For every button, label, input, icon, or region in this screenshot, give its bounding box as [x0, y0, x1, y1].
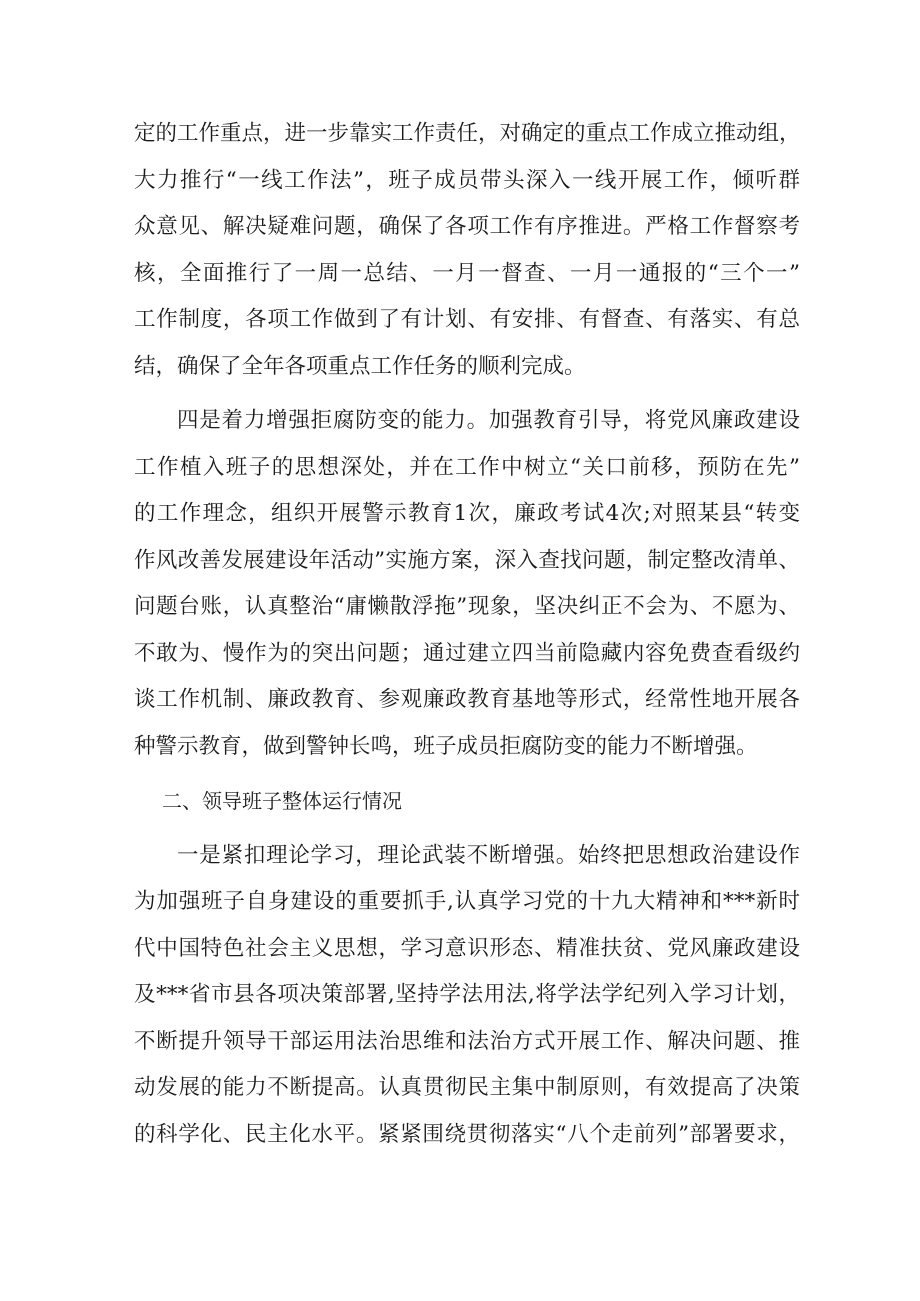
- text-line: 的科学化、民主化水平。紧紧围绕贯彻落实“八个走前列”部署要求，: [134, 1121, 800, 1147]
- text-line: 动发展的能力不断提高。认真贯彻民主集中制原则，有效提高了决策: [134, 1075, 800, 1100]
- body-text: [134, 111, 800, 1158]
- text-line: 作风改善发展建设年活动”实施方案，深入查找问题，制定整改清单、: [134, 547, 800, 573]
- text-line: 不断提升领导干部运用法治思维和法治方式开展工作、解决问题、推: [134, 1028, 800, 1054]
- text-line: 的工作理念，组织开展警示教育1次，廉政考试4次;对照某县“转变: [134, 501, 800, 526]
- text-line: 众意见、解决疑难问题，确保了各项工作有序推进。严格工作督察考: [134, 214, 800, 239]
- text-line: 谈工作机制、廉政教育、参观廉政教育基地等形式，经常性地开展各: [134, 687, 800, 712]
- text-line: 结，确保了全年各项重点工作任务的顺利完成。: [134, 353, 586, 379]
- text-line: 工作植入班子的思想深处，并在工作中树立“关口前移，预防在先”: [134, 454, 800, 480]
- text-line: 问题台账，认真整治“庸懒散浮拖”现象，坚决纠正不会为、不愿为、: [134, 594, 800, 619]
- text-line: 定的工作重点，进一步靠实工作责任，对确定的重点工作成立推动组，: [134, 121, 801, 146]
- text-line: 种警示教育，做到警钟长鸣，班子成员拒腐防变的能力不断增强。: [134, 733, 758, 759]
- text-line: 核，全面推行了一周一总结、一月一督查、一月一通报的“三个一”: [134, 260, 800, 286]
- text-line: 大力推行“一线工作法”，班子成员带头深入一线开展工作，倾听群: [134, 167, 800, 193]
- text-line: 代中国特色社会主义思想，学习意识形态、精准扶贫、党风廉政建设: [134, 935, 800, 961]
- paragraph-first-line: 四是着力增强拒腐防变的能力。加强教育引导，将党风廉政建设: [177, 408, 800, 433]
- text-line: 及***省市县各项决策部署,坚持学法用法,将学法学纪列入学习计划，: [134, 982, 800, 1007]
- text-line: 不敢为、慢作为的突出问题；通过建立四当前隐藏内容免费查看级约: [134, 640, 800, 666]
- text-line: 为加强班子自身建设的重要抓手,认真学习党的十九大精神和***新时: [134, 889, 800, 914]
- section-heading: 二、领导班子整体运行情况: [162, 789, 402, 813]
- paragraph-first-line: 一是紧扣理论学习，理论武装不断增强。始终把思想政治建设作: [177, 842, 800, 868]
- text-line: 工作制度，各项工作做到了有计划、有安排、有督查、有落实、有总: [134, 307, 800, 332]
